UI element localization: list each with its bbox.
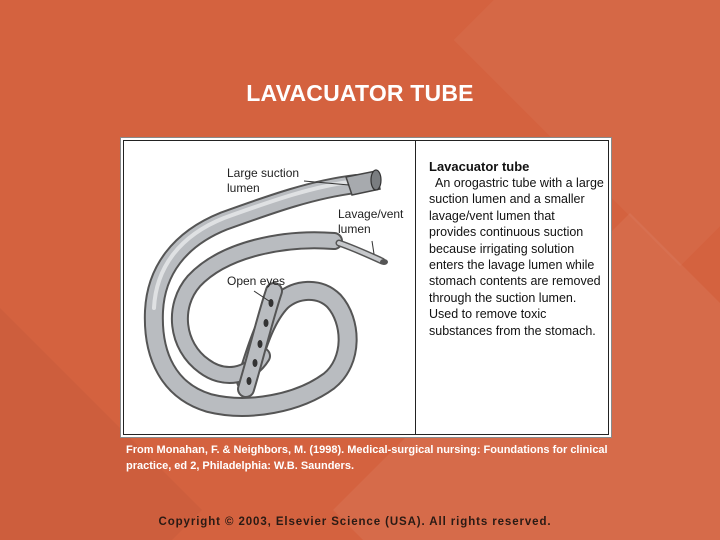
source-citation: From Monahan, F. & Neighbors, M. (1998). Medical-surgical nursing: Foundations for clinical practice, ed 2, Philadelphia: W.B. Saunders. xyxy=(126,444,608,472)
figure-frame xyxy=(123,140,609,435)
open-eye-hole xyxy=(264,319,269,327)
vent-lumen-branch-inner xyxy=(339,243,382,261)
vent-lumen-tip xyxy=(380,259,388,265)
large-suction-lumen-opening xyxy=(371,170,381,190)
description-title: Lavacuator tube xyxy=(429,159,530,174)
open-eye-hole xyxy=(247,377,252,385)
callout-open-eyes: Open eyes xyxy=(227,274,286,288)
figure-panel xyxy=(120,137,612,438)
callout-lavage-vent-lumen: Lavage/vent lumen xyxy=(338,207,404,236)
open-eye-hole xyxy=(269,299,274,307)
copyright-notice: Copyright © 2003, Elsevier Science (USA). All rights reserved. xyxy=(158,516,552,528)
open-eye-hole xyxy=(258,340,263,348)
description-body: An orogastric tube with a large suction lumen and a smaller lavage/vent lumen that provides continuous suction because irrigating solution enters the lavage lumen while stomach contents are removed through the suction lumen. Used to remove toxic substances from the stomach. xyxy=(429,176,604,338)
callout-large-suction-lumen: Large suction lumen xyxy=(227,166,300,195)
callout-line-vent xyxy=(372,241,374,254)
slide-title: LAVACUATOR TUBE xyxy=(246,80,474,106)
open-eye-hole xyxy=(253,359,258,367)
figure-divider xyxy=(415,141,416,434)
